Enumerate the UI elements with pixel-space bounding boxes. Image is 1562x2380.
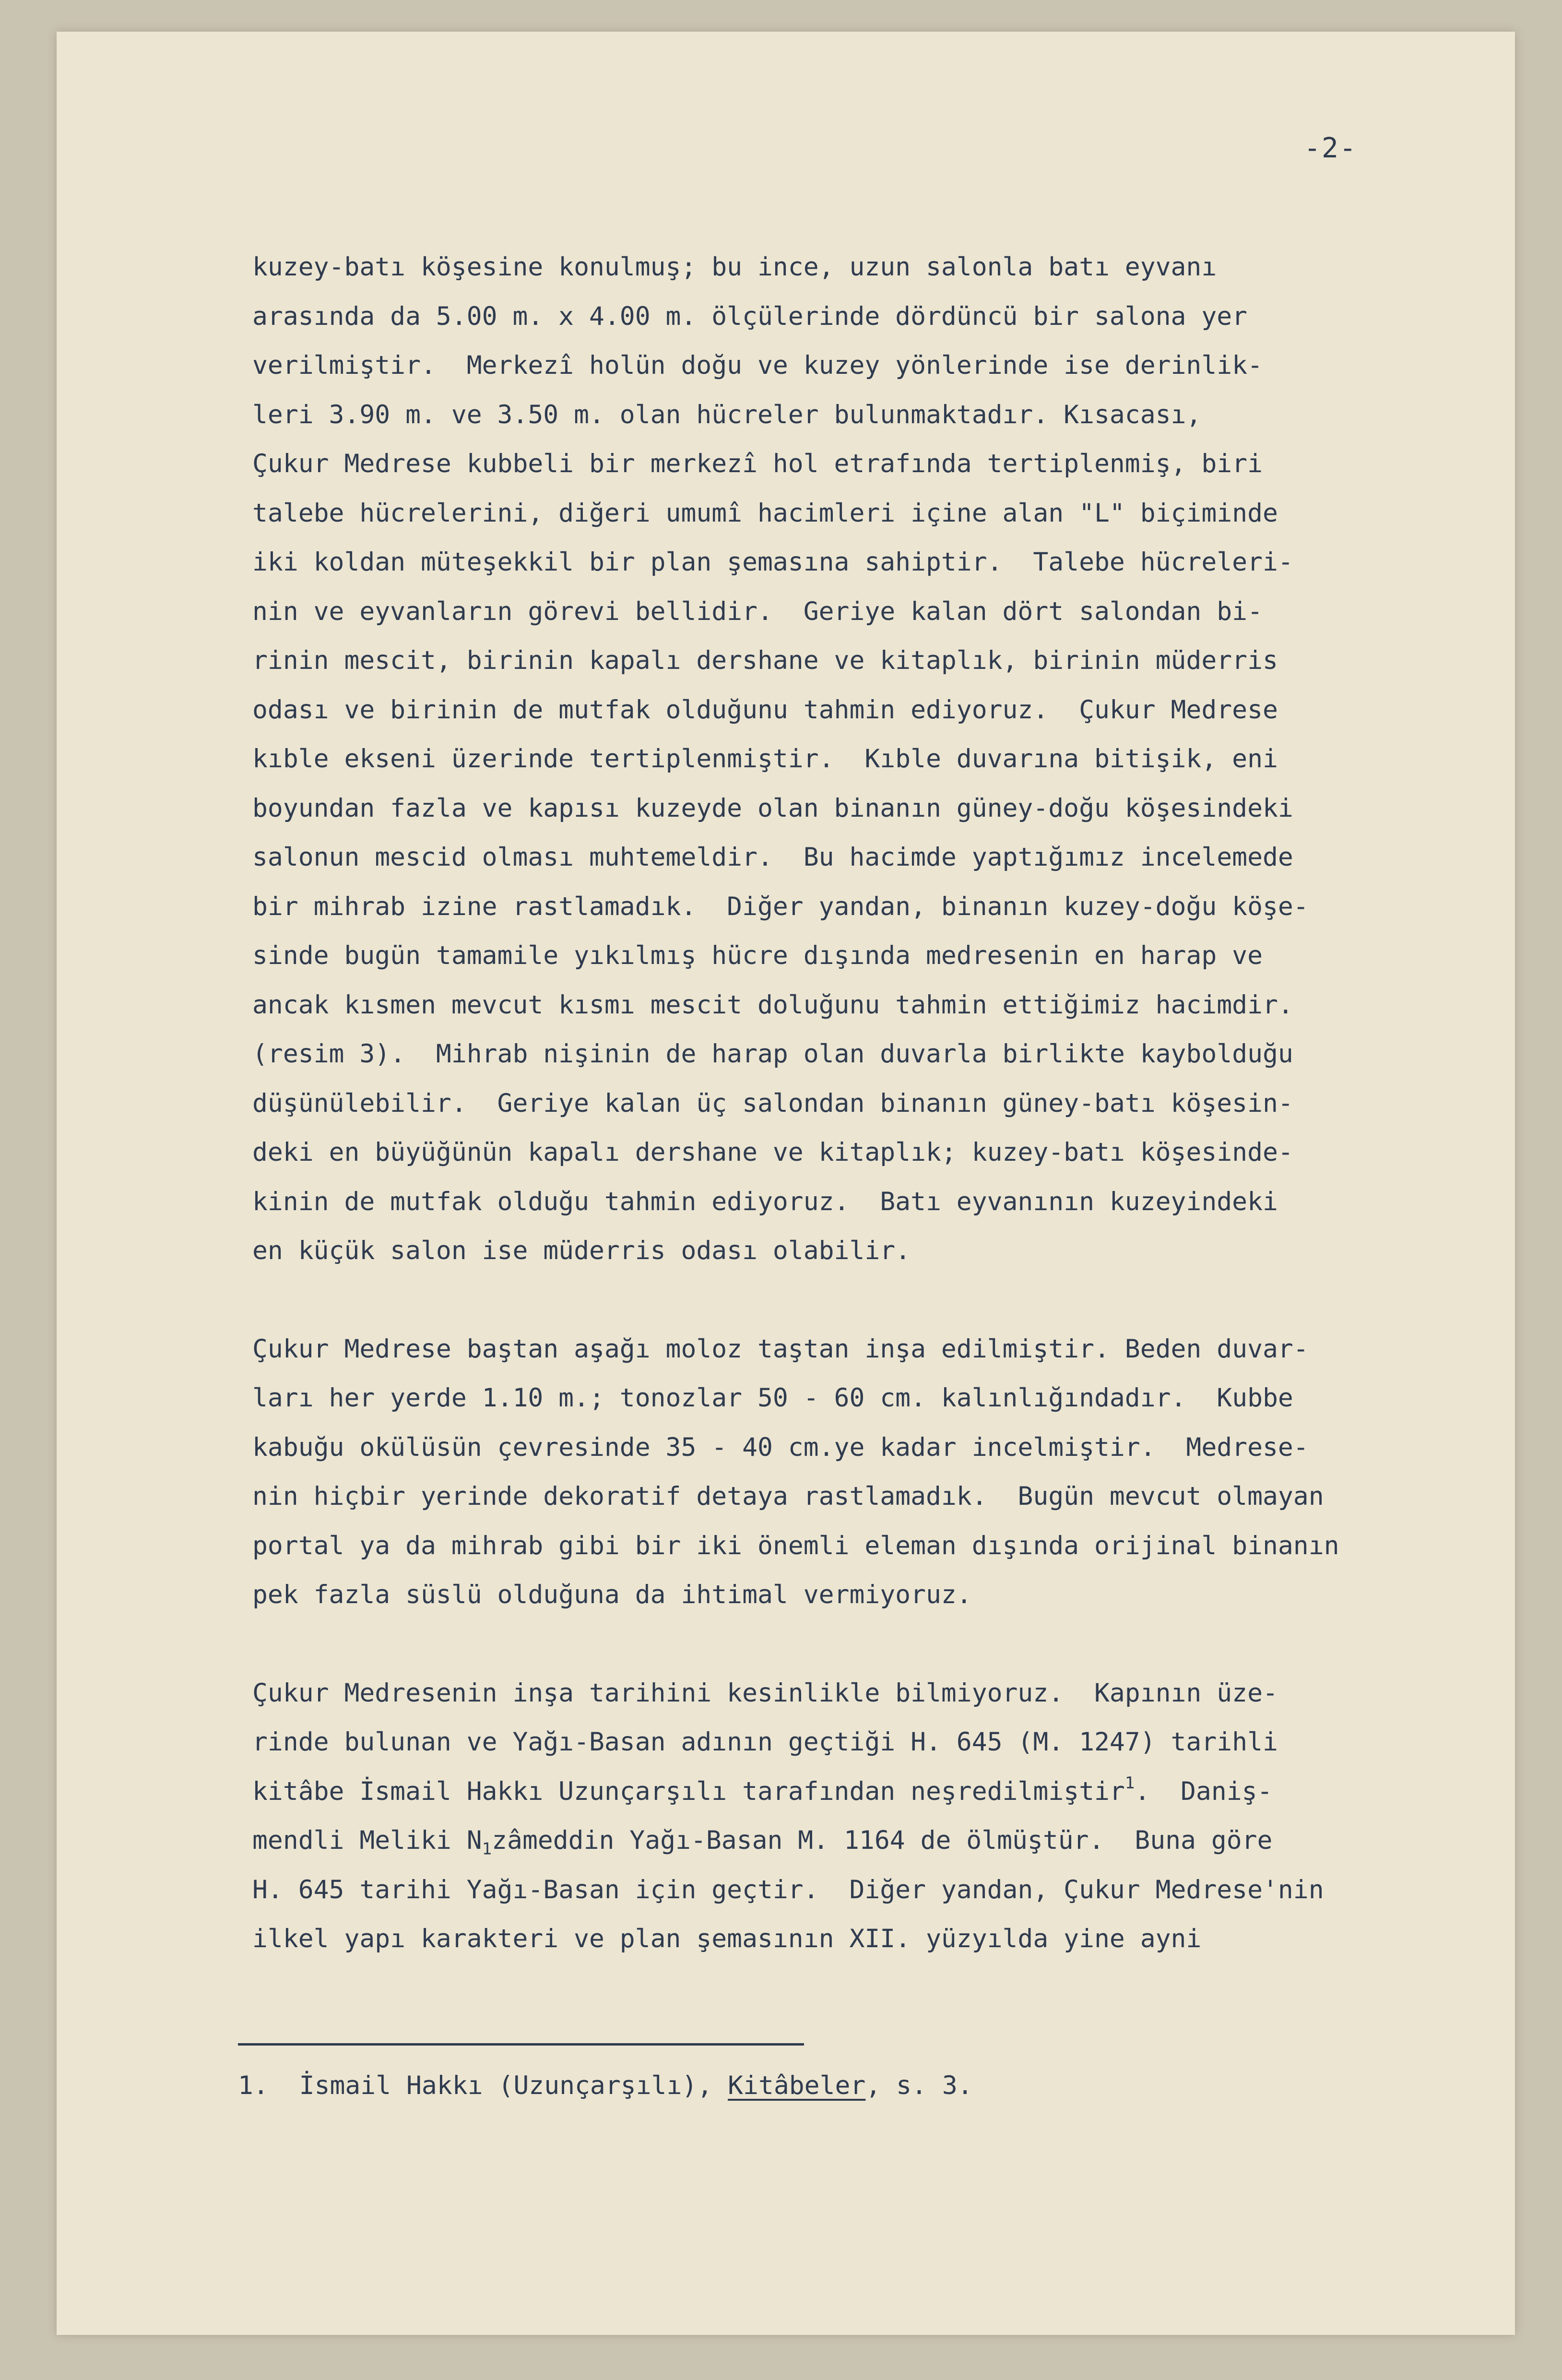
text-line: boyundan fazla ve kapısı kuzeyde olan binanın güney-doğu köşesindeki	[252, 793, 1293, 823]
text-line: bir mihrab izine rastlamadık. Diğer yandan, binanın kuzey-doğu köşe-	[252, 892, 1309, 921]
text-line: rinin mescit, birinin kapalı dershane ve kitaplık, birinin müderris	[252, 646, 1278, 675]
text-line: kinin de mutfak olduğu tahmin ediyoruz. Batı eyvanının kuzeyindeki	[252, 1187, 1278, 1216]
text-line: ları her yerde 1.10 m.; tonozlar 50 - 60 cm. kalınlığındadır. Kubbe	[252, 1383, 1293, 1413]
text-line: sinde bugün tamamile yıkılmış hücre dışında medresenin en harap ve	[252, 941, 1263, 970]
footnote-title: Kitâbeler	[728, 2071, 866, 2100]
paper-sheet	[57, 32, 1515, 2335]
paragraph-gap	[252, 1620, 1524, 1669]
footnote-divider	[238, 2043, 804, 2046]
text-line: kıble ekseni üzerinde tertiplenmiştir. Kıble duvarına bitişik, eni	[252, 744, 1278, 774]
footnote-pages: , s. 3.	[865, 2071, 973, 2100]
text-line: leri 3.90 m. ve 3.50 m. olan hücreler bulunmaktadır. Kısacası,	[252, 400, 1202, 429]
footnote-reference: 1	[1124, 1773, 1135, 1793]
text-line: salonun mescid olması muhtemeldir. Bu hacimde yaptığımız incelemede	[252, 843, 1293, 872]
footnote-number: 1.	[238, 2071, 269, 2100]
text-line: Çukur Medresenin inşa tarihini kesinlikle bilmiyoruz. Kapının üze-	[252, 1678, 1278, 1708]
text-segment: kitâbe İsmail Hakkı Uzunçarşılı tarafından neşredilmiştir	[252, 1776, 1125, 1806]
text-line: kuzey-batı köşesine konulmuş; bu ince, uzun salonla batı eyvanı	[252, 252, 1217, 282]
subscript-mark: 1	[482, 1839, 492, 1859]
footnote	[238, 2071, 973, 2100]
text-line: ilkel yapı karakteri ve plan şemasının XII. yüzyılda yine ayni	[252, 1924, 1202, 1953]
paragraph-3	[252, 1669, 1524, 1964]
text-line: ancak kısmen mevcut kısmı mescit doluğunu tahmin ettiğimiz hacimdir.	[252, 990, 1293, 1020]
body-text	[252, 243, 1524, 1964]
page-number: -2-	[1304, 131, 1357, 164]
footnote-author: İsmail Hakkı (Uzunçarşılı),	[299, 2071, 713, 2100]
text-line: Çukur Medrese kubbeli bir merkezî hol etrafında tertiplenmiş, biri	[252, 449, 1263, 478]
paragraph-2	[252, 1325, 1524, 1620]
text-line: iki koldan müteşekkil bir plan şemasına sahiptir. Talebe hücreleri-	[252, 547, 1293, 577]
text-line: deki en büyüğünün kapalı dershane ve kitaplık; kuzey-batı köşesinde-	[252, 1138, 1293, 1167]
text-line: Çukur Medrese baştan aşağı moloz taştan inşa edilmiştir. Beden duvar-	[252, 1334, 1309, 1364]
paragraph-1	[252, 243, 1524, 1276]
text-line: odası ve birinin de mutfak olduğunu tahmin ediyoruz. Çukur Medrese	[252, 695, 1278, 725]
text-line: rinde bulunan ve Yağı-Basan adının geçtiği H. 645 (M. 1247) tarihli	[252, 1727, 1278, 1757]
text-line: pek fazla süslü olduğuna da ihtimal vermiyoruz.	[252, 1580, 972, 1609]
text-line: H. 645 tarihi Yağı-Basan için geçtir. Diğer yandan, Çukur Medrese'nin	[252, 1875, 1324, 1904]
text-line: nin ve eyvanların görevi bellidir. Geriye kalan dört salondan bi-	[252, 596, 1263, 626]
text-line: nin hiçbir yerinde dekoratif detaya rastlamadık. Bugün mevcut olmayan	[252, 1482, 1324, 1511]
text-line: kabuğu okülüsün çevresinde 35 - 40 cm.ye kadar incelmiştir. Medrese-	[252, 1432, 1309, 1462]
text-segment: mendli Meliki N	[252, 1826, 482, 1855]
text-line: (resim 3). Mihrab nişinin de harap olan duvarla birlikte kaybolduğu	[252, 1039, 1293, 1069]
paragraph-gap	[252, 1276, 1524, 1325]
text-segment: . Daniş-	[1135, 1776, 1273, 1806]
text-line: talebe hücrelerini, diğeri umumî hacimleri içine alan "L" biçiminde	[252, 498, 1278, 528]
text-line-with-footnote-ref	[252, 1767, 1524, 1817]
text-line-with-subscript	[252, 1816, 1524, 1866]
text-line: düşünülebilir. Geriye kalan üç salondan binanın güney-batı köşesin-	[252, 1088, 1293, 1118]
text-line: en küçük salon ise müderris odası olabilir.	[252, 1236, 911, 1265]
text-line: verilmiştir. Merkezî holün doğu ve kuzey yönlerinde ise derinlik-	[252, 351, 1263, 380]
text-segment: zâmeddin Yağı-Basan M. 1164 de ölmüştür. Buna göre	[492, 1826, 1273, 1855]
text-line: portal ya da mihrab gibi bir iki önemli eleman dışında orijinal binanın	[252, 1531, 1339, 1560]
text-line: arasında da 5.00 m. x 4.00 m. ölçülerinde dördüncü bir salona yer	[252, 301, 1248, 331]
